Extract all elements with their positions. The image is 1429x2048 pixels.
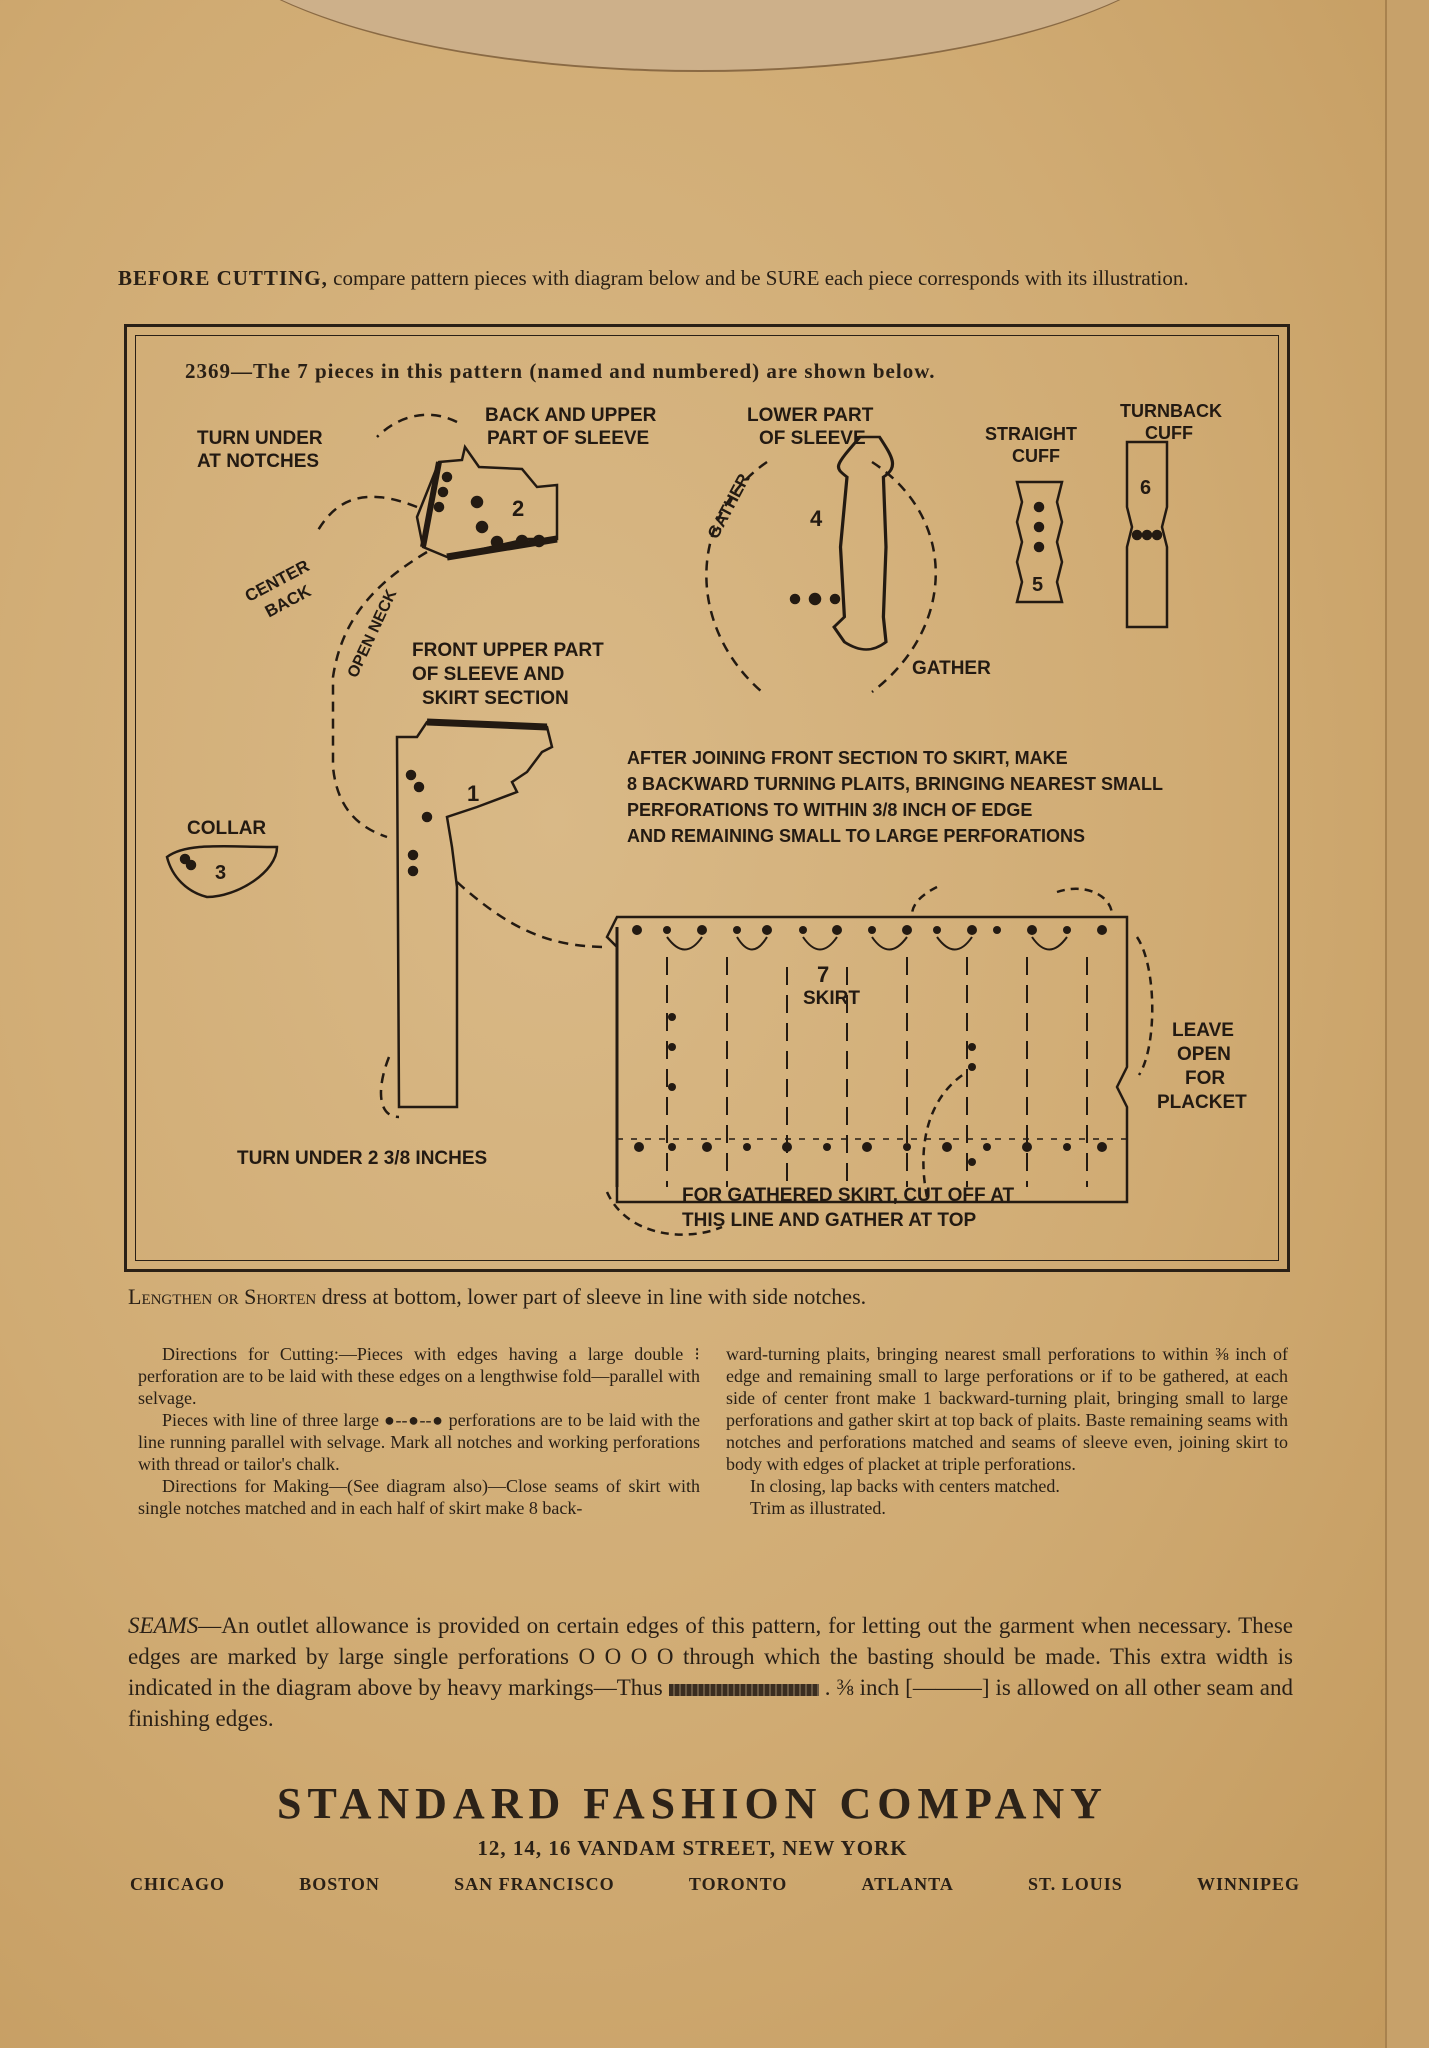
label-turn-under-inches: TURN UNDER 2 3/8 INCHES bbox=[237, 1148, 488, 1169]
label-turnback-cuff-1: TURNBACK bbox=[1120, 401, 1222, 421]
label-turn-under-2: AT NOTCHES bbox=[197, 451, 320, 472]
diagram-title: 2369—The 7 pieces in this pattern (named and numbered) are shown below. bbox=[185, 359, 936, 383]
seams-note bbox=[128, 1610, 1293, 1734]
piece-number-3: 3 bbox=[215, 862, 227, 884]
lengthen-note bbox=[128, 1284, 1288, 1310]
label-after-joining-3: PERFORATIONS TO WITHIN 3/8 INCH OF EDGE bbox=[627, 800, 1033, 820]
piece-number-7: 7 bbox=[817, 962, 830, 987]
label-front-upper-2: OF SLEEVE AND bbox=[412, 664, 565, 685]
arrow-plaits-left bbox=[912, 887, 937, 915]
seams-text-a: —An outlet allowance is provided on certain edges of this pattern, for letting out the garment when necessary. These edges are marked by large single perforations O O O O through which the basting should be made. This extra width is indicated in the diagram above by heavy markings—Thus bbox=[128, 1613, 1293, 1700]
label-back-upper-2: PART OF SLEEVE bbox=[487, 428, 650, 449]
city-item: SAN FRANCISCO bbox=[454, 1874, 615, 1894]
before-cutting-text: compare pattern pieces with diagram below and be SURE each piece corresponds with its illustration. bbox=[333, 266, 1189, 290]
directions-perforations: Pieces with line of three large ●--●--● perforations are to be laid with the line running parallel with selvage. Mark all notches and working perforations with thread or tailor's chalk. bbox=[138, 1410, 700, 1474]
skirt-bottom-perforations bbox=[634, 1142, 1107, 1152]
arrow-center-back bbox=[317, 497, 417, 532]
label-leave-open-4: PLACKET bbox=[1157, 1092, 1247, 1113]
label-straight-cuff-2: CUFF bbox=[1012, 446, 1060, 466]
arrow-front-to-skirt bbox=[457, 882, 607, 947]
arrow-turn-under bbox=[377, 415, 457, 437]
label-gathered-skirt-1: FOR GATHERED SKIRT, CUT OFF AT bbox=[682, 1185, 1015, 1206]
arrow-gathered-skirt bbox=[923, 1072, 967, 1197]
label-turnback-cuff-2: CUFF bbox=[1145, 423, 1193, 443]
label-straight-cuff-1: STRAIGHT bbox=[985, 424, 1077, 444]
piece-4-outline bbox=[791, 437, 893, 650]
label-center-back: CENTER BACK bbox=[241, 556, 315, 622]
piece-6-outline bbox=[1127, 442, 1167, 627]
directions-closing: In closing, lap backs with centers matched. bbox=[750, 1476, 1060, 1496]
label-lower-sleeve-2: OF SLEEVE bbox=[759, 428, 866, 449]
arrow-placket bbox=[1137, 937, 1152, 1075]
city-item: WINNIPEG bbox=[1196, 1874, 1300, 1894]
skirt-center-perforations bbox=[668, 1013, 976, 1166]
directions-column-1 bbox=[138, 1343, 700, 1519]
label-after-joining-1: AFTER JOINING FRONT SECTION TO SKIRT, MAKE bbox=[627, 748, 1068, 768]
piece-number-1: 1 bbox=[467, 781, 480, 806]
directions-trim: Trim as illustrated. bbox=[750, 1498, 886, 1518]
lengthen-lead: Lengthen or Shorten bbox=[128, 1284, 317, 1309]
arrow-turn-under-inches bbox=[381, 1057, 399, 1117]
seams-title: SEAMS bbox=[128, 1613, 199, 1638]
label-back-upper-1: BACK AND UPPER bbox=[485, 405, 657, 426]
company-address: 12, 14, 16 VANDAM STREET, NEW YORK bbox=[477, 1836, 908, 1860]
directions-making: Directions for Making—(See diagram also)—Close seams of skirt with single notches matched and in each half of skirt make 8 back- bbox=[138, 1476, 700, 1518]
before-cutting-lead: BEFORE CUTTING, bbox=[118, 266, 328, 290]
label-turn-under-1: TURN UNDER bbox=[197, 428, 323, 449]
label-front-upper-3: SKIRT SECTION bbox=[422, 688, 569, 709]
piece-1-outline bbox=[397, 722, 552, 1107]
label-gathered-skirt-2: THIS LINE AND GATHER AT TOP bbox=[682, 1210, 977, 1231]
piece-2-outline bbox=[417, 447, 557, 557]
label-lower-sleeve-1: LOWER PART bbox=[747, 405, 874, 426]
city-item: ST. LOUIS bbox=[1028, 1874, 1123, 1894]
label-skirt: SKIRT bbox=[803, 988, 860, 1009]
city-item: BOSTON bbox=[299, 1874, 380, 1894]
directions-column-2 bbox=[726, 1343, 1288, 1519]
label-gather-right: GATHER bbox=[912, 658, 991, 679]
label-leave-open-3: FOR bbox=[1185, 1068, 1226, 1089]
arrow-plaits-right bbox=[1057, 889, 1112, 915]
directions-making-cont: ward-turning plaits, bringing nearest small perforations to within ⅜ inch of edge and remaining small to large perforations or if to be gathered, at each side of center front make 1 backward-turning plait, bringing small to large perforations and gather skirt at top back of plaits. Baste remaining seams with notches and perforations matched and seams of sleeve even, joining skirt to body with edges of placket at triple perforations. bbox=[726, 1344, 1288, 1474]
piece-number-4: 4 bbox=[810, 506, 823, 531]
skirt-plait-lines bbox=[667, 957, 1087, 1187]
piece-number-5: 5 bbox=[1032, 574, 1044, 596]
directions-cutting: Directions for Cutting:—Pieces with edges having a large double ⁝ perforation are to be laid with these edges on a lengthwise fold—parallel with selvage. bbox=[138, 1344, 700, 1408]
before-cutting-note bbox=[118, 266, 1288, 291]
label-gather-left: GATHER bbox=[703, 470, 754, 542]
label-leave-open-2: OPEN bbox=[1177, 1044, 1231, 1065]
city-item: ATLANTA bbox=[861, 1874, 954, 1894]
pattern-diagram bbox=[124, 324, 1290, 1272]
label-collar: COLLAR bbox=[187, 818, 267, 839]
label-open-neck: OPEN NECK bbox=[344, 587, 401, 681]
skirt-plait-arcs bbox=[667, 937, 1067, 950]
skirt-top-perforations bbox=[632, 925, 1107, 935]
city-item: TORONTO bbox=[688, 1874, 788, 1894]
label-after-joining-2: 8 BACKWARD TURNING PLAITS, BRINGING NEAREST SMALL bbox=[627, 774, 1164, 794]
seams-text-b: . ⅜ inch [———] is allowed on all other seam and finishing edges. bbox=[128, 1675, 1294, 1731]
paper-edge bbox=[1385, 0, 1429, 2048]
company-cities bbox=[130, 1874, 1300, 1895]
city-item: CHICAGO bbox=[130, 1874, 226, 1894]
heavy-marking-swatch bbox=[669, 1684, 819, 1696]
lengthen-text: dress at bottom, lower part of sleeve in line with side notches. bbox=[321, 1284, 867, 1309]
piece-7-outline bbox=[607, 917, 1127, 1202]
company-name: STANDARD FASHION COMPANY bbox=[277, 1779, 1108, 1828]
piece-number-6: 6 bbox=[1140, 477, 1152, 499]
label-front-upper-1: FRONT UPPER PART bbox=[412, 640, 604, 661]
label-after-joining-4: AND REMAINING SMALL TO LARGE PERFORATIONS bbox=[627, 826, 1086, 846]
piece-number-2: 2 bbox=[512, 496, 525, 521]
label-leave-open-1: LEAVE bbox=[1172, 1020, 1234, 1041]
